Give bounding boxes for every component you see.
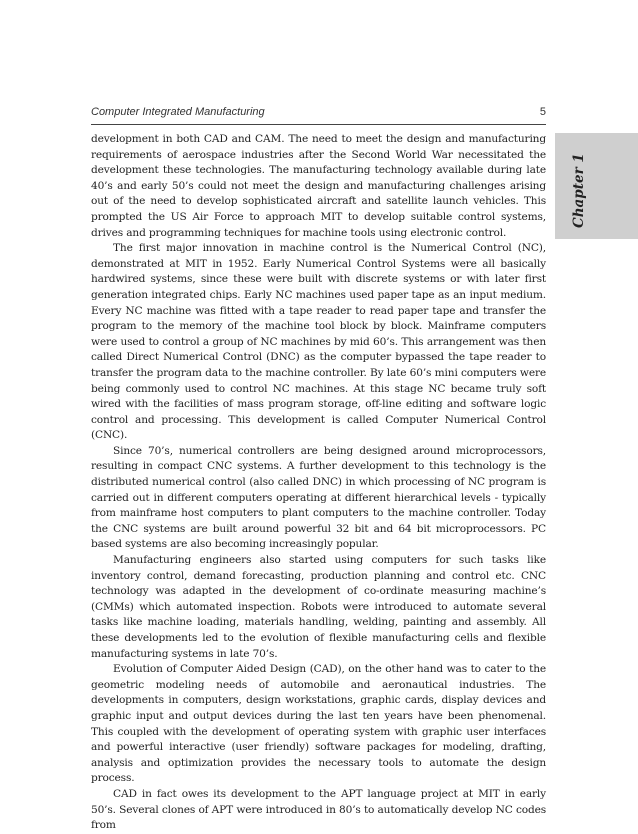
paragraph-continued: development in both CAD and CAM. The need to meet the design and manufacturing requirements of aerospace industries after the Second World War necessitated the development these technologies. The manufacturing technology available during late 40’s and early 50’s could not meet the design and manufacturing challenges arising out of the need to develop sophisticated aircraft and satellite launch vehicles. This prompted the US Air Force to approach MIT to develop suitable control systems, drives and programming techniques for machine tools using electronic control. — [91, 133, 546, 239]
paragraph: CAD in fact owes its development to the APT language project at MIT in early 50’s. Several clones of APT were introduced in 80’s to automatically develop NC codes from — [91, 787, 546, 832]
page-number: 5 — [539, 106, 546, 118]
running-header — [91, 106, 546, 122]
paragraph: Evolution of Computer Aided Design (CAD), on the other hand was to cater to the geometric modeling needs of automobile and aeronautical industries. The developments in computers, design workstations, graphic cards, display devices and graphic input and output devices during the last ten years have been phenomenal. This coupled with the development of operating system with graphic user interfaces and powerful interactive (user friendly) software packages for modeling, drafting, analysis and optimization provides the necessary tools to automate the design process. — [91, 663, 546, 785]
running-header-title: Computer Integrated Manufacturing — [91, 106, 265, 118]
header-rule — [91, 124, 546, 125]
chapter-tab-label: Chapter 1 — [571, 153, 587, 228]
chapter-tab — [555, 133, 638, 239]
paragraph: Manufacturing engineers also started using computers for such tasks like inventory control, demand forecasting, production planning and control etc. CNC technology was adapted in the development of co-ordinate measuring machine’s (CMMs) which automated inspection. Robots were introduced to automate several tasks like machine loading, materials handling, welding, painting and assembly. All these developments led to the evolution of flexible manufacturing cells and flexible manufacturing systems in late 70’s. — [91, 554, 546, 660]
paragraph: The first major innovation in machine control is the Numerical Control (NC), demonstrated at MIT in 1952. Early Numerical Control Systems were all basically hardwired systems, since these were built with discrete systems or with later first generation integrated chips. Early NC machines used paper tape as an input medium. Every NC machine was fitted with a tape reader to read paper tape and transfer the program to the memory of the machine tool block by block. Mainframe computers were used to control a group of NC machines by mid 60’s. This arrangement was then called Direct Numerical Control (DNC) as the computer bypassed the tape reader to transfer the program data to the machine controller. By late 60’s mini computers were being commonly used to control NC machines. At this stage NC became truly soft wired with the facilities of mass program storage, off-line editing and software logic control and processing. This development is called Computer Numerical Control (CNC). — [91, 242, 546, 442]
paragraph: Since 70’s, numerical controllers are being designed around microprocessors, resulting in compact CNC systems. A further development to this technology is the distributed numerical control (also called DNC) in which processing of NC program is carried out in different computers operating at different hierarchical levels - typically from mainframe host computers to plant computers to the machine controller. Today the CNC systems are built around powerful 32 bit and 64 bit microprocessors. PC based systems are also becoming increasingly popular. — [91, 444, 546, 551]
body-text — [91, 132, 546, 834]
